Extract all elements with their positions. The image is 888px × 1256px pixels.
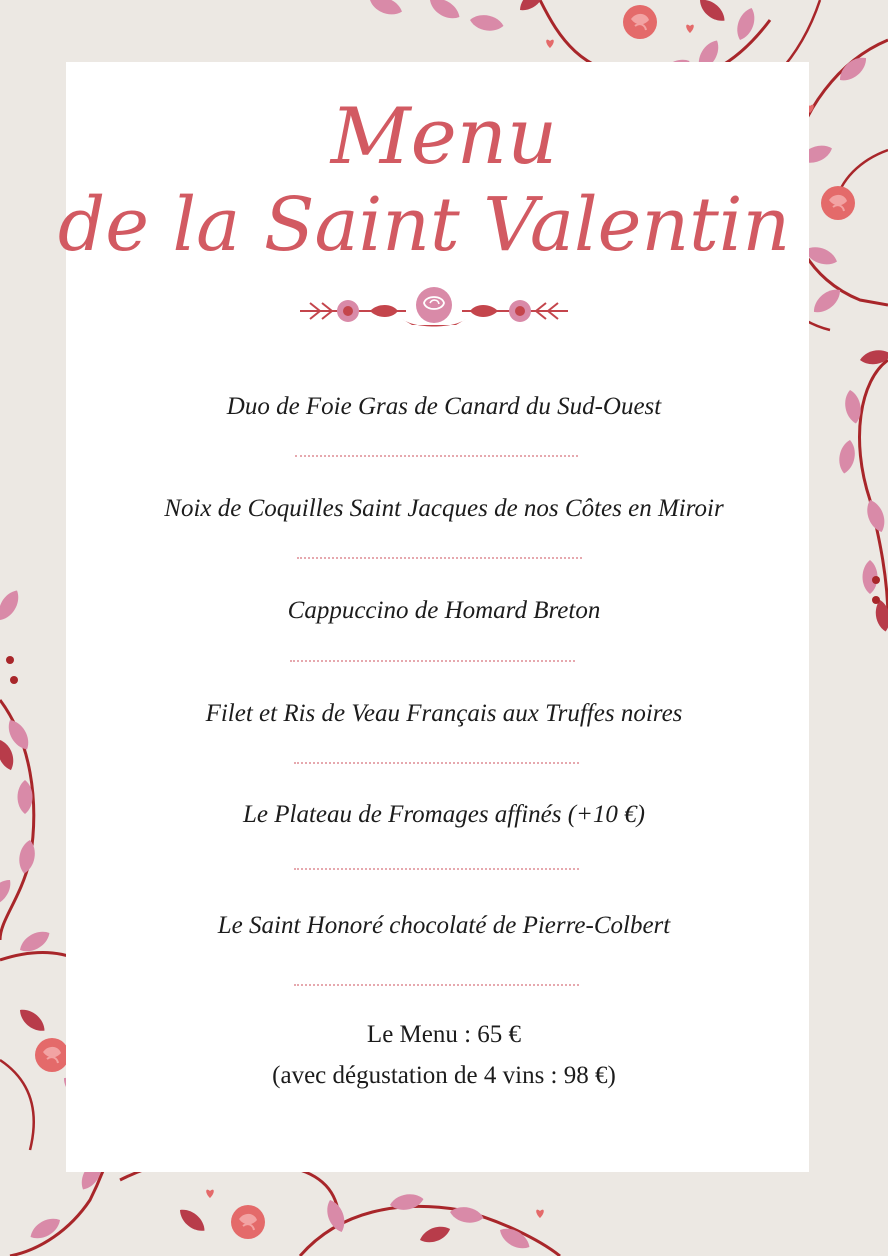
menu-item: Le Plateau de Fromages affinés (+10 €) [243, 801, 645, 828]
menu-title: Menu [330, 92, 558, 182]
menu-item: Cappuccino de Homard Breton [287, 597, 601, 624]
separator [290, 660, 575, 662]
menu-item: Filet et Ris de Veau Français aux Truffes noires [205, 700, 683, 727]
separator [297, 557, 582, 559]
rose-flourish-icon [296, 283, 572, 339]
separator [294, 868, 579, 870]
separator [295, 455, 578, 457]
floral-branch-icon [0, 587, 37, 940]
menu-price: Le Menu : 65 € [366, 1021, 522, 1048]
menu-item: Duo de Foie Gras de Canard du Sud-Ouest [226, 393, 662, 420]
menu-price-with-wine: (avec dégustation de 4 vins : 98 €) [272, 1062, 616, 1089]
separator [294, 762, 579, 764]
menu-item: Le Saint Honoré chocolaté de Pierre-Colbert [217, 912, 671, 939]
separator [294, 984, 579, 986]
menu-item: Noix de Coquilles Saint Jacques de nos Côtes en Miroir [164, 495, 724, 522]
menu-subtitle: de la Saint Valentin [57, 182, 791, 268]
